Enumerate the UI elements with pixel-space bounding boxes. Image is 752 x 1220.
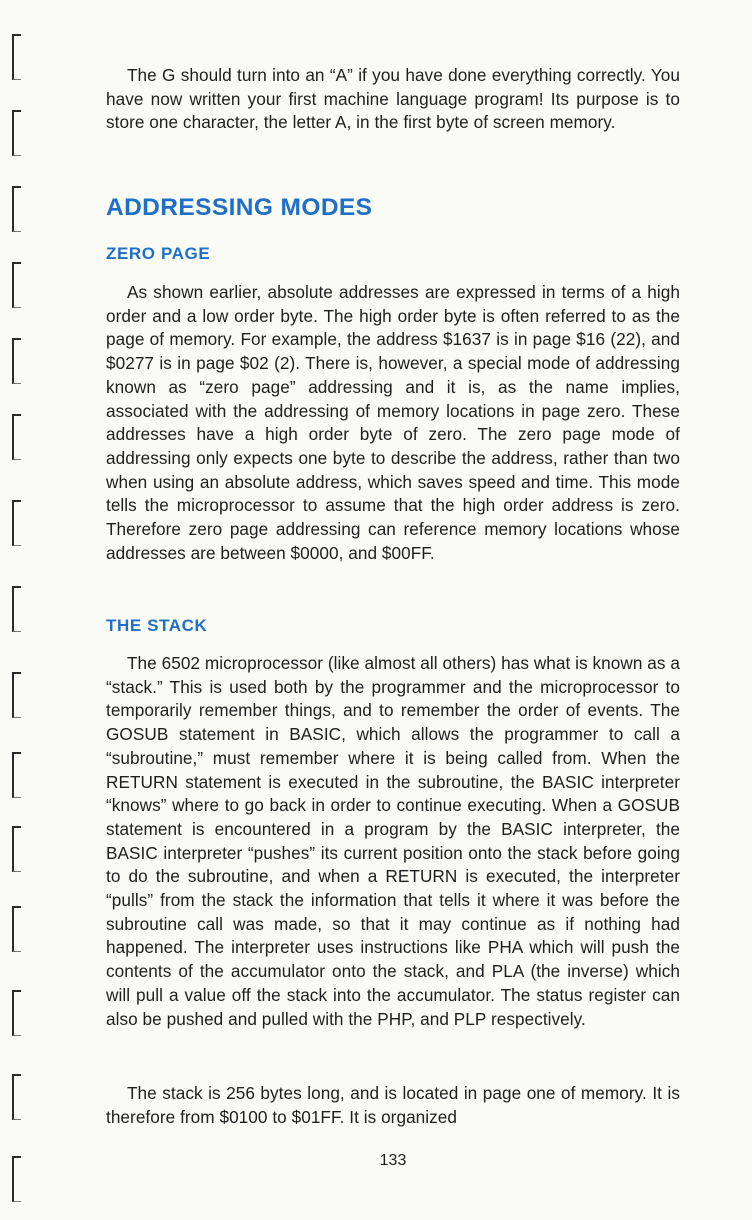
binding-ring: [12, 338, 21, 384]
intro-paragraph: The G should turn into an “A” if you have done everything correctly. You have now written your first machine language program! Its purpose is to store one character, the letter A, in the first byte of screen memory.: [106, 65, 680, 133]
binding-ring: [12, 826, 21, 872]
zero-page-heading: ZERO PAGE: [106, 244, 211, 263]
binding-ring: [12, 906, 21, 952]
binding-ring: [12, 752, 21, 798]
binding-ring: [12, 186, 21, 232]
binding-ring: [12, 500, 21, 546]
spiral-binding: [0, 0, 40, 1220]
section-title: ADDRESSING MODES: [106, 194, 373, 221]
zero-page-paragraph: As shown earlier, absolute addresses are expressed in terms of a high order and a low order byte. The high order byte is often referred to as the page of memory. For example, the address $1637 is in page $16 (22), and $0277 is in page $02 (2). There is, however, a special mode of addressing known as “zero page” addressing and it is, as the name implies, associated with the addressing of memory locations in page zero. These addresses have a high order byte of zero. The zero page mode of addressing only expects one byte to describe the address, rather than two when using an absolute address, which saves speed and time. This mode tells the microprocessor to assume that the high order address is zero. Therefore zero page addressing can reference memory locations whose addresses are between $0000, and $00FF.: [106, 282, 680, 563]
stack-paragraph-1: The 6502 microprocessor (like almost all others) has what is known as a “stack.” This is used both by the programmer and the microprocessor to temporarily remember things, and to remember the order of events. The GOSUB statement in BASIC, which allows the programmer to call a “subroutine,” must remember where it is being called from. When the RETURN statement is executed in the subroutine, the BASIC interpreter “knows” where to go back in order to continue executing. When a GOSUB statement is encountered in a program by the BASIC interpreter, the BASIC interpreter “pushes” its current position onto the stack before going to do the subroutine, and when a RETURN is executed, the interpreter “pulls” from the stack the information that tells it where it was before the subroutine call was made, so that it may continue as if nothing had happened. The interpreter uses instructions like PHA which will push the contents of the accumulator onto the stack, and PLA (the inverse) which will pull a value off the stack into the accumulator. The status register can also be pushed and pulled with the PHP, and PLP respectively.: [106, 653, 680, 1029]
page-number: 133: [379, 1152, 407, 1169]
stack-heading: THE STACK: [106, 616, 208, 635]
page-content: [106, 0, 680, 1220]
stack-paragraph-2: The stack is 256 bytes long, and is located in page one of memory. It is therefore from $0100 to $01FF. It is organized: [106, 1083, 680, 1127]
binding-ring: [12, 586, 21, 632]
binding-ring: [12, 1074, 21, 1120]
binding-ring: [12, 34, 21, 80]
binding-ring: [12, 672, 21, 718]
binding-ring: [12, 990, 21, 1036]
binding-ring: [12, 1156, 21, 1202]
binding-ring: [12, 414, 21, 460]
binding-ring: [12, 110, 21, 156]
binding-ring: [12, 262, 21, 308]
